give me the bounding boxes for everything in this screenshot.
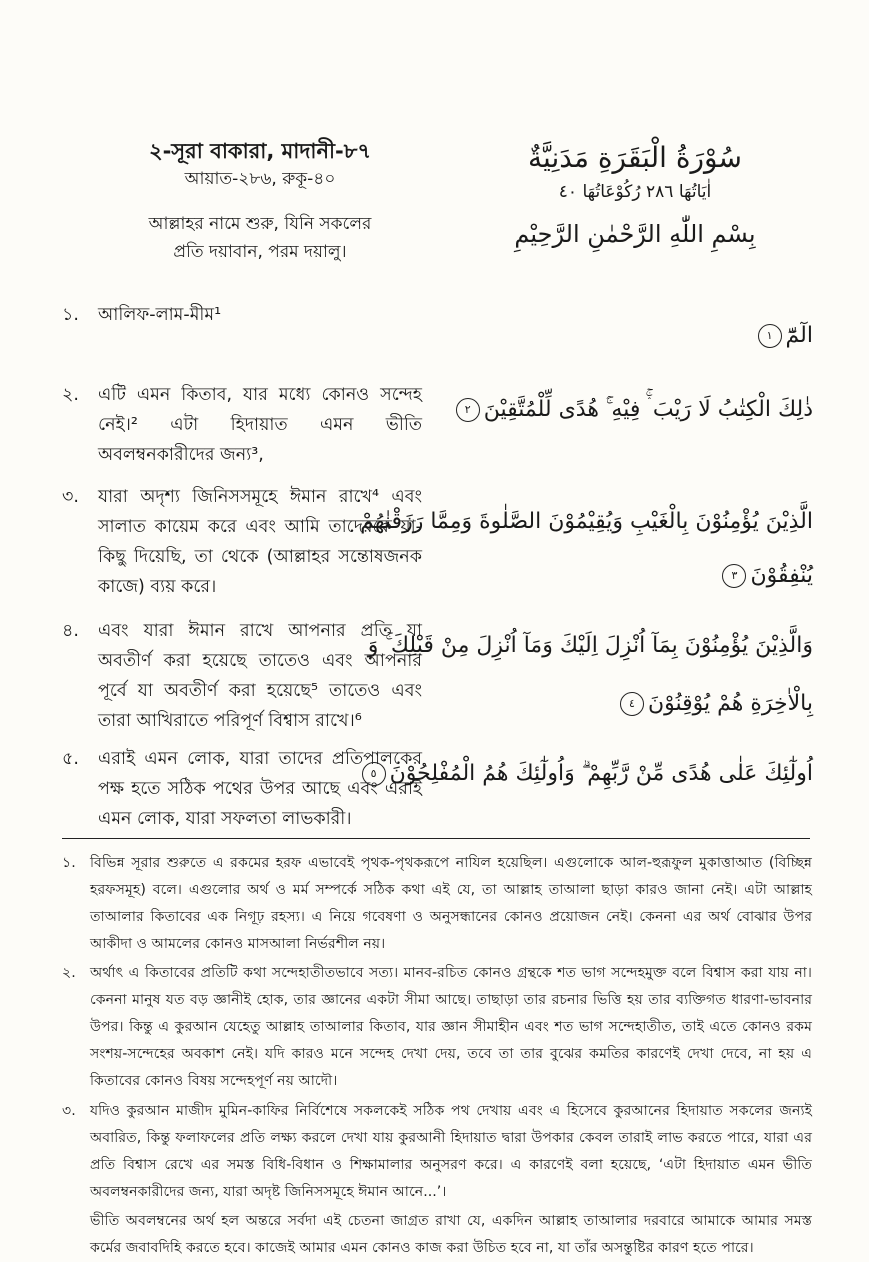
ayah-end-marker-icon: ٣ bbox=[722, 564, 746, 588]
surah-info-arabic: اٰيَاتُهَا ٢٨٦ رُكُوْعَاتُهَا ٤٠ bbox=[558, 182, 712, 202]
surah-title-bengali: ২-সূরা বাকারা, মাদানী-৮৭ bbox=[148, 139, 372, 163]
surah-info-bengali: আয়াত-২৮৬, রুকূ-৪০ bbox=[184, 169, 336, 189]
surah-header-bengali bbox=[110, 136, 410, 266]
bismillah-arabic: بِسْمِ اللّٰهِ الرَّحْمٰنِ الرَّحِيْمِ bbox=[514, 220, 756, 248]
bleed-through-header bbox=[0, 62, 869, 92]
surah-header-arabic bbox=[470, 138, 800, 254]
verse-number: ১. bbox=[62, 305, 79, 325]
arabic-text: يُنْفِقُوْنَ bbox=[750, 563, 813, 588]
verse-arabic-4a bbox=[368, 628, 813, 664]
verse-bengali-1 bbox=[62, 300, 422, 330]
verse-number: ৩. bbox=[62, 487, 79, 507]
verse-bengali-3 bbox=[62, 482, 422, 602]
verse-text: যারা অদৃশ্য জিনিসসমূহে ঈমান রাখে⁴ এবং সালাত কায়েম করে এবং আমি তাদেরকে যা-কিছু দিয়েছি, তা থেকে (আল্লাহর সন্তোষজনক কাজে) ব্যয় করে। bbox=[98, 487, 422, 597]
ayah-end-marker-icon: ٢ bbox=[456, 398, 480, 422]
verse-bengali-2 bbox=[62, 380, 422, 470]
arabic-text: ذٰلِكَ الْكِتٰبُ لَا رَيْبَ ۛۚ فِيْهِ ۚۛ هُدًى لِّلْمُتَّقِيْنَ bbox=[483, 397, 813, 422]
ayah-end-marker-icon: ٥ bbox=[362, 762, 386, 786]
surah-title-arabic: سُوْرَةُ الْبَقَرَةِ مَدَنِيَّةٌ bbox=[528, 141, 742, 174]
bleed-through-left bbox=[120, 68, 124, 81]
verse-text: এটি এমন কিতাব, যার মধ্যে কোনও সন্দেহ নেই।² এটা হিদায়াত এমন ভীতি অবলম্বনকারীদের জন্য³, bbox=[98, 385, 422, 465]
verse-arabic-1 bbox=[754, 318, 813, 354]
footnote-text: বিভিন্ন সূরার শুরুতে এ রকমের হরফ এভাবেই পৃথক-পৃথকরূপে নাযিল হয়েছিল। এগুলোকে আল-হুরূফুল মুকাত্তাআত (বিচ্ছিন্ন হরফসমূহ) বলে। এগুলোর অর্থ ও মর্ম সম্পর্কে সঠিক কথা এই যে, তা আল্লাহ তাআলা ছাড়া কারও জানা নেই। এটা আল্লাহ তাআলার কিতাবের এক নিগূঢ় রহস্য। এ নিয়ে গবেষণা ও অনুসন্ধানের কোনও প্রয়োজন নেই। কেননা এর অর্থ বোঝার উপর আকীদা ও আমলের কোনও মাসআলা নির্ভরশীল নয়। bbox=[90, 855, 812, 952]
verse-arabic-3a bbox=[360, 504, 813, 540]
verse-text: এবং যারা ঈমান রাখে আপনার প্রতি যা অবতীর্ণ করা হয়েছে তাতেও এবং আপনার পূর্বে যা অবতীর্ণ করা হয়েছে⁵ তাতেও এবং তারা আখিরাতে পরিপূর্ণ বিশ্বাস রাখে।⁶ bbox=[98, 621, 422, 731]
footnote-number: ১. bbox=[62, 855, 76, 871]
footnote-text: যদিও কুরআন মাজীদ মুমিন-কাফির নির্বিশেষে সকলকেই সঠিক পথ দেখায় এবং এ হিসেবে কুরআনের হিদায়াত সকলের জন্যই অবারিত, কিন্তু ফলাফলের প্রতি লক্ষ্য করলে দেখা যায় কুরআনী হিদায়াত দ্বারা উপকার কেবল তারাই লাভ করতে পারে, যারা এর প্রতি বিশ্বাস রেখে এর সমস্ত বিধি-বিধান ও শিক্ষামালার অনুসরণ করে। এ কারণেই বলা হয়েছে, ‘এটা হিদায়াত এমন ভীতি অবলম্বনকারীদের জন্য, যারা অদৃষ্ট জিনিসসমূহে ঈমান আনে...’। bbox=[90, 1103, 812, 1200]
verse-text: আলিফ-লাম-মীম¹ bbox=[98, 305, 222, 325]
bismillah-bengali-line2: প্রতি দয়াবান, পরম দয়ালু। bbox=[173, 242, 347, 262]
verse-number: ৪. bbox=[62, 621, 79, 641]
footnote-number: ২. bbox=[62, 965, 76, 981]
footnote-3 bbox=[62, 1098, 812, 1206]
ayah-end-marker-icon: ١ bbox=[758, 324, 782, 348]
verse-arabic-3b bbox=[718, 558, 813, 594]
footnote-2 bbox=[62, 960, 812, 1095]
arabic-text: اُولٰٓئِكَ عَلٰى هُدًى مِّنْ رَّبِّهِمْ ۗ وَاُولٰٓئِكَ هُمُ الْمُفْلِحُوْنَ bbox=[389, 761, 813, 786]
footnote-text: অর্থাৎ এ কিতাবের প্রতিটি কথা সন্দেহাতীতভাবে সত্য। মানব-রচিত কোনও গ্রন্থকে শত ভাগ সন্দেহমুক্ত বলে বিশ্বাস করা যায় না। কেননা মানুষ যত বড় জ্ঞানীই হোক, তার জ্ঞানের একটা সীমা আছে। তাছাড়া তার রচনার ভিত্তি হয় তার ব্যক্তিগত ধারণা-ভাবনার উপর। কিন্তু এ কুরআন যেহেতু আল্লাহ তাআলার কিতাব, যার জ্ঞান সীমাহীন এবং শত ভাগ সন্দেহাতীত, তাই এতে কোনও রকম সংশয়-সন্দেহের অবকাশ নেই। যদি কারও মনে সন্দেহ দেখা দেয়, তবে তা তার বুঝের কমতির কারণেই দেখা দেবে, না হয় এ কিতাবের কোনও বিষয় সন্দেহপূর্ণ নয় আদৌ। bbox=[90, 965, 812, 1089]
bismillah-bengali-line1: আল্লাহর নামে শুরু, যিনি সকলের bbox=[148, 214, 372, 234]
footnote-divider bbox=[62, 838, 810, 839]
arabic-text: الٓمّٓ bbox=[785, 323, 813, 348]
footnote-number: ৩. bbox=[62, 1103, 76, 1119]
ayah-end-marker-icon: ٤ bbox=[620, 692, 644, 716]
arabic-text: بِالْاٰخِرَةِ هُمْ يُوْقِنُوْنَ bbox=[647, 691, 813, 716]
footnote-3-continuation: ভীতি অবলম্বনের অর্থ হল অন্তরে সর্বদা এই চেতনা জাগ্রত রাখা যে, একদিন আল্লাহ তাআলার দরবারে আমাকে আমার সমস্ত কর্মের জবাবদিহি করতে হবে। কাজেই আমার এমন কোনও কাজ করা উচিত হবে না, যা তাঁর অসন্তুষ্টির কারণ হতে পারে। bbox=[90, 1213, 812, 1256]
verse-number: ৫. bbox=[62, 749, 79, 769]
verse-arabic-5 bbox=[358, 756, 813, 792]
arabic-text: الَّذِيْنَ يُؤْمِنُوْنَ بِالْغَيْبِ وَيُقِيْمُوْنَ الصَّلٰوةَ وَمِمَّا رَزَقْنٰهُمْ bbox=[360, 509, 813, 534]
verse-text: এরাই এমন লোক, যারা তাদের প্রতিপালকের পক্ষ হতে সঠিক পথের উপর আছে এবং এরাই এমন লোক, যারা সফলতা লাভকারী। bbox=[98, 749, 422, 829]
verse-arabic-2 bbox=[452, 392, 813, 428]
verse-arabic-4b bbox=[616, 686, 813, 722]
bleed-through-right bbox=[826, 68, 830, 81]
bismillah-bengali bbox=[110, 210, 410, 266]
arabic-text: وَالَّذِيْنَ يُؤْمِنُوْنَ بِمَآ اُنْزِلَ اِلَيْكَ وَمَآ اُنْزِلَ مِنْ قَبْلِكَ ۚ وَ bbox=[367, 633, 813, 658]
verse-number: ২. bbox=[62, 385, 79, 405]
footnote-1 bbox=[62, 850, 812, 958]
